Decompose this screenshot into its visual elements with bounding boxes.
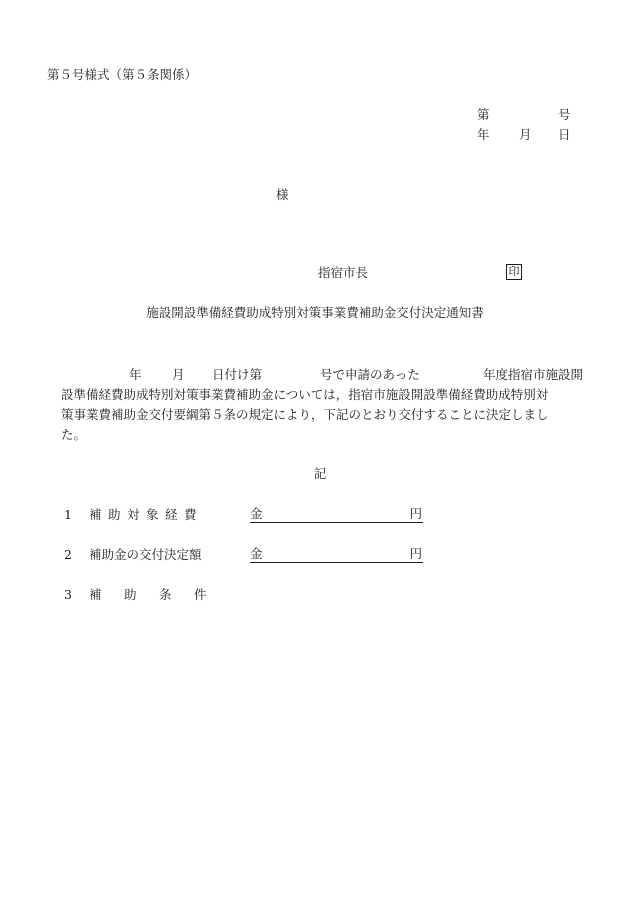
item-label-subsidy-target-cost: [89, 507, 203, 523]
item-number: 2: [64, 547, 72, 562]
amount-field: [250, 546, 423, 563]
date-year-label: 年: [477, 127, 490, 142]
item-number: 3: [64, 587, 72, 602]
body-dated-number-label: 日付け第: [212, 367, 263, 382]
item-label-char: 経: [165, 507, 178, 522]
recipient-honorific: 様: [276, 187, 289, 202]
body-year-label: 年: [129, 367, 142, 382]
body-line-1: [61, 365, 590, 385]
item-label-char: 補: [89, 507, 102, 522]
item-label-grant-decision-amount: 補助金の交付決定額: [89, 547, 202, 562]
item-label-subsidy-conditions: [89, 587, 229, 603]
item-label-char: 助: [124, 587, 137, 602]
document-title: 施設開設準備経費助成特別対策事業費補助金交付決定通知書: [146, 305, 484, 320]
body-line-4: た。: [61, 427, 87, 442]
issuer-title: 指宿市長: [318, 265, 369, 280]
body-fiscal-year-label: 年度指宿市施設開: [483, 367, 584, 382]
document-number-prefix: 第: [477, 107, 490, 122]
amount-suffix: 円: [409, 506, 422, 521]
item-number: 1: [64, 507, 72, 522]
body-line-2: 設準備経費助成特別対策事業費補助金については，指宿市施設開設準備経費助成特別対: [61, 387, 549, 402]
amount-field: [250, 506, 423, 523]
amount-prefix: 金: [250, 546, 263, 561]
item-label-char: 対: [127, 507, 140, 522]
item-label-char: 件: [194, 587, 207, 602]
date-month-label: 月: [519, 127, 532, 142]
date-day-label: 日: [558, 127, 571, 142]
body-applied-label: 号で申請のあった: [320, 367, 420, 382]
form-number: 第５号様式（第５条関係）: [47, 67, 198, 82]
document-number-suffix: 号: [558, 107, 571, 122]
record-heading: 記: [313, 466, 327, 481]
item-label-char: 条: [159, 587, 172, 602]
item-label-char: 補: [89, 587, 102, 602]
amount-prefix: 金: [250, 506, 263, 521]
body-month-label: 月: [172, 367, 185, 382]
amount-suffix: 円: [409, 546, 422, 561]
body-line-3: 策事業費補助金交付要綱第５条の規定により，下記のとおり交付することに決定しまし: [61, 407, 549, 422]
item-label-char: 費: [184, 507, 197, 522]
seal-icon: 印: [506, 264, 522, 280]
body-paragraph: [61, 365, 590, 445]
item-label-char: 象: [146, 507, 159, 522]
item-label-char: 助: [108, 507, 121, 522]
